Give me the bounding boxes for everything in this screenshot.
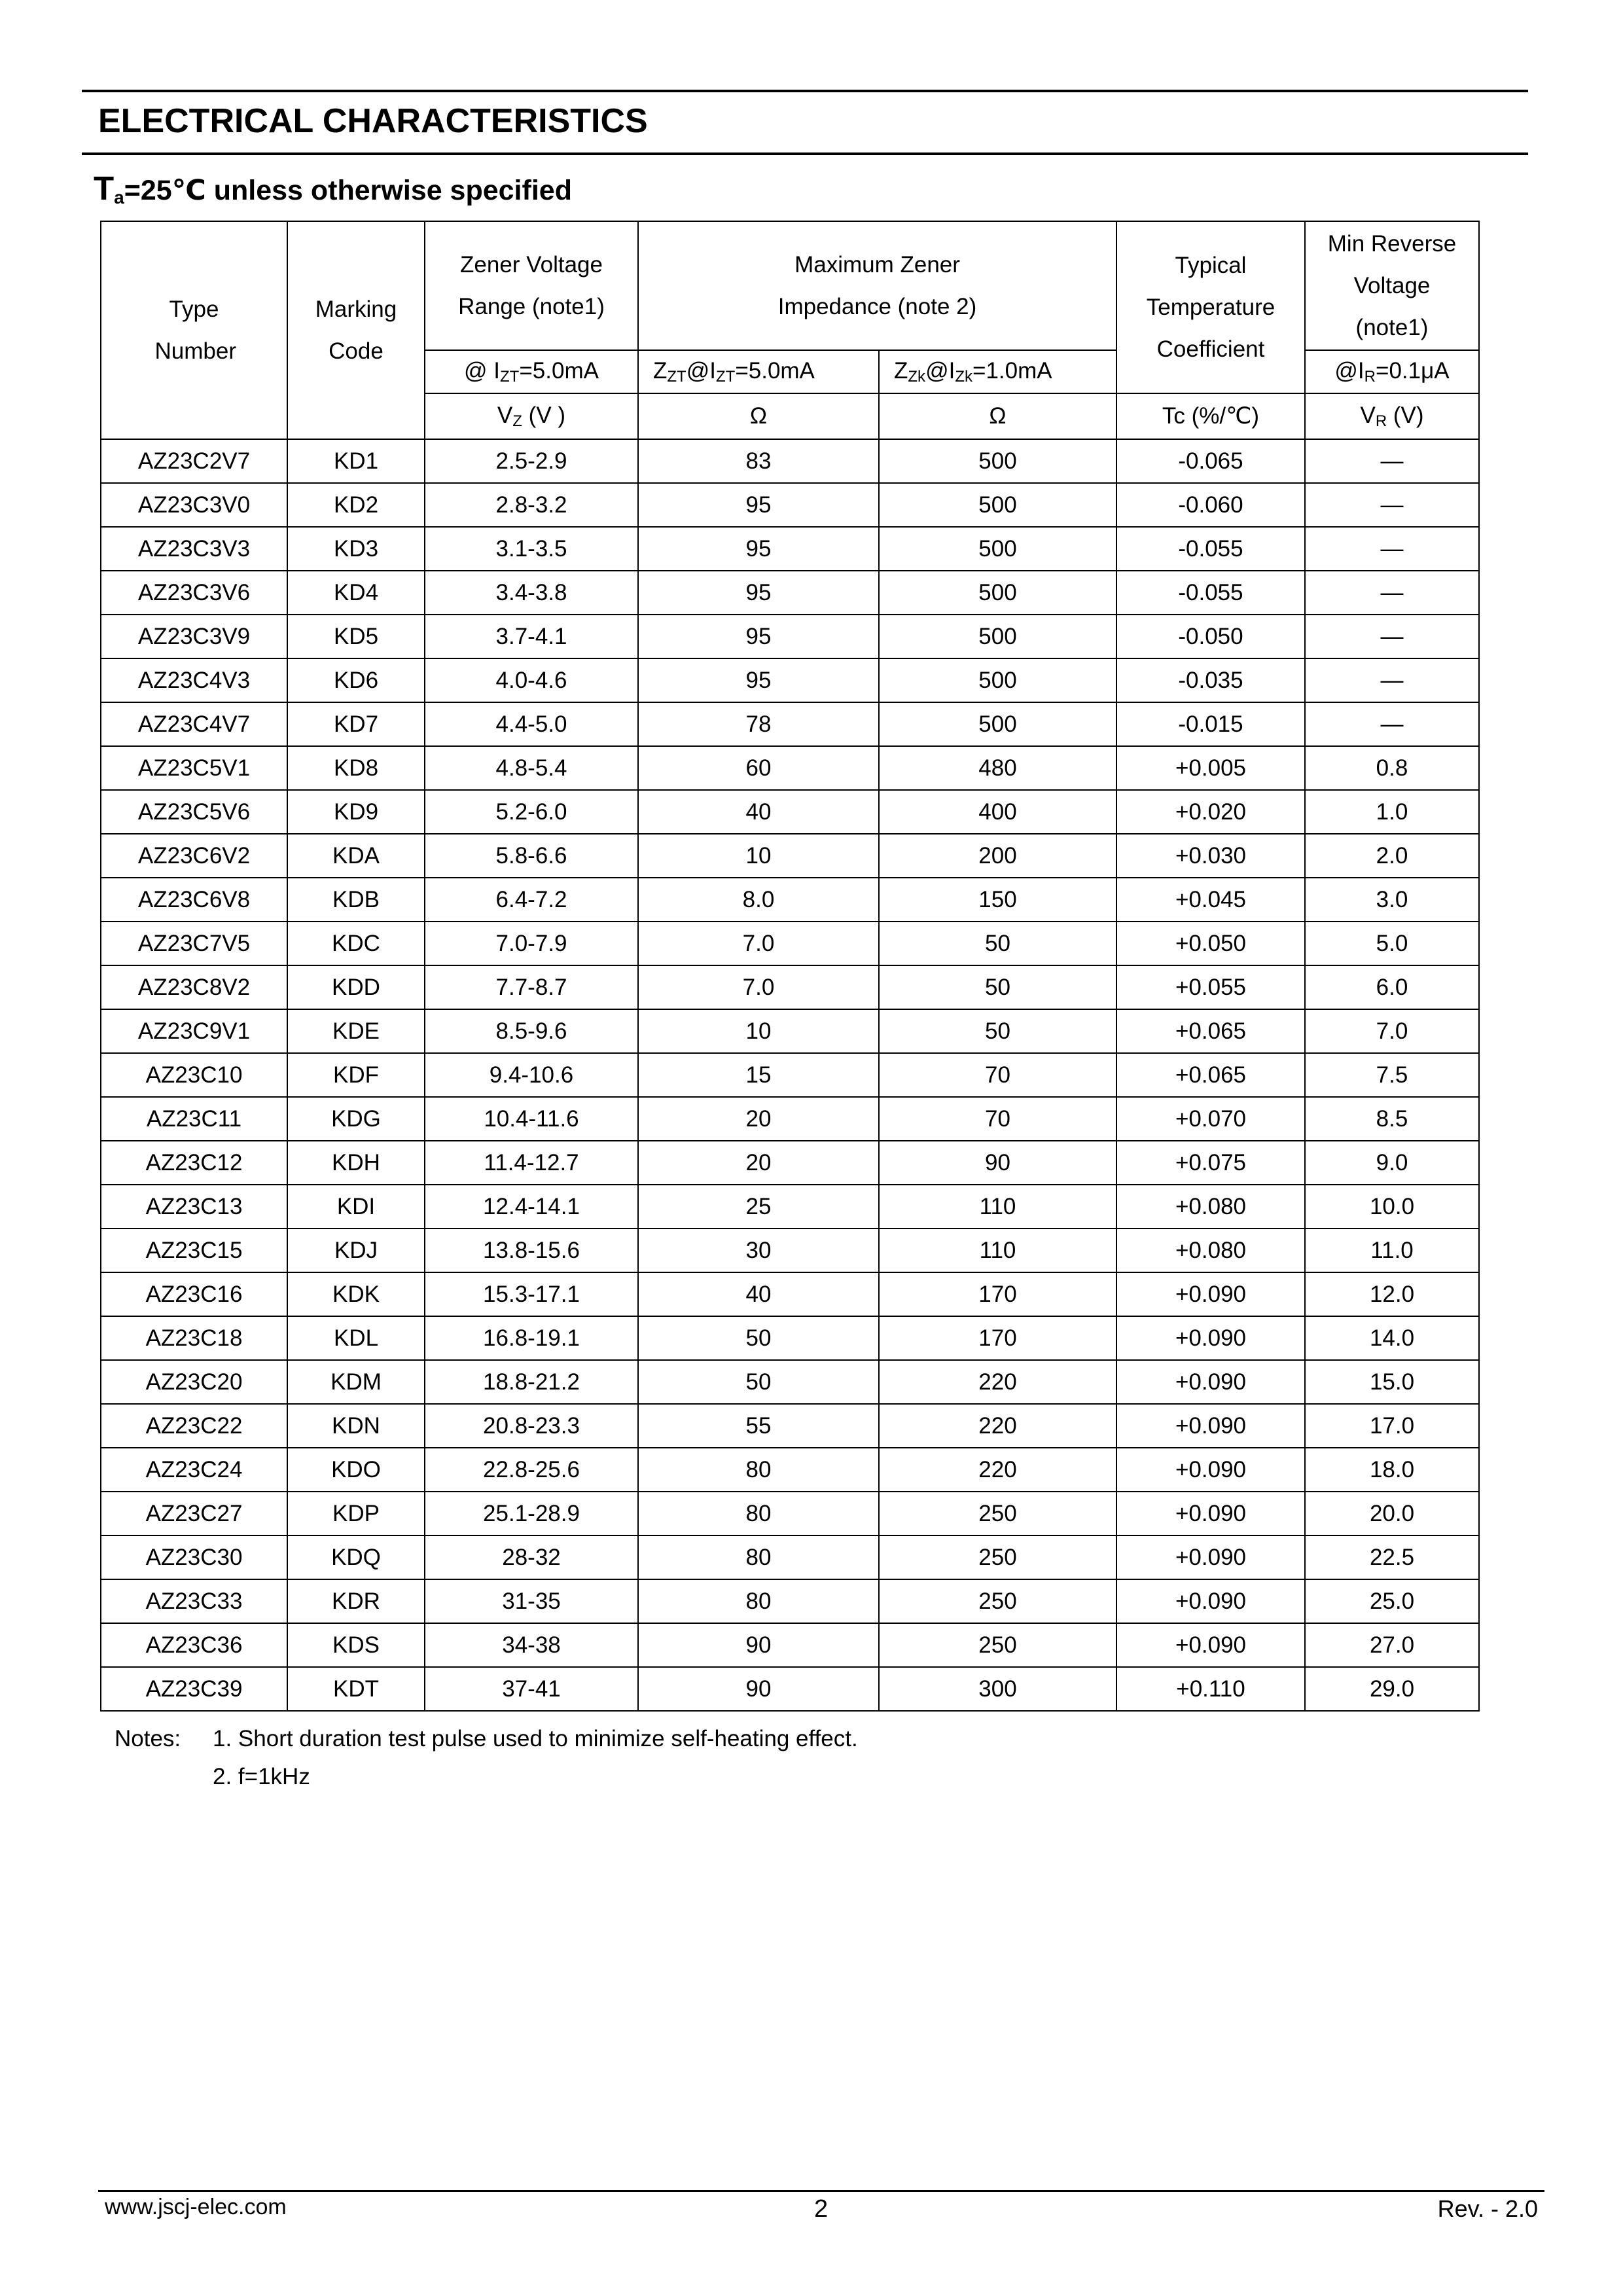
note-2: 2. f=1kHz — [213, 1764, 310, 1789]
table-cell: 11.0 — [1305, 1229, 1479, 1272]
table-cell: 0.8 — [1305, 746, 1479, 790]
table-cell: +0.090 — [1116, 1623, 1305, 1667]
table-cell: — — [1305, 483, 1479, 527]
table-cell: 95 — [638, 483, 879, 527]
table-cell: AZ23C3V3 — [101, 527, 287, 571]
header-temp-coefficient: Typical Temperature Coefficient — [1116, 221, 1305, 393]
table-cell: KDL — [287, 1316, 425, 1360]
page-number: 2 — [814, 2195, 829, 2223]
table-cell: 95 — [638, 615, 879, 658]
table-cell: 20 — [638, 1097, 879, 1141]
unit-zzt: Ω — [638, 393, 879, 439]
table-cell: 2.0 — [1305, 834, 1479, 878]
table-cell: 4.4-5.0 — [425, 702, 638, 746]
table-cell: +0.070 — [1116, 1097, 1305, 1141]
table-row — [101, 615, 1479, 658]
table-cell: AZ23C3V6 — [101, 571, 287, 615]
notes-label: Notes: — [115, 1726, 181, 1751]
table-cell: +0.020 — [1116, 790, 1305, 834]
condition-tail: unless otherwise specified — [205, 175, 572, 206]
table-cell: 220 — [879, 1404, 1116, 1448]
table-cell: KDH — [287, 1141, 425, 1185]
table-cell: AZ23C8V2 — [101, 965, 287, 1009]
table-cell: KDT — [287, 1667, 425, 1711]
table-cell: +0.080 — [1116, 1185, 1305, 1229]
table-cell: AZ23C2V7 — [101, 439, 287, 483]
table-cell: 10 — [638, 1009, 879, 1053]
table-cell: 7.5 — [1305, 1053, 1479, 1097]
table-cell: 40 — [638, 790, 879, 834]
table-row — [101, 1492, 1479, 1535]
table-cell: 5.8-6.6 — [425, 834, 638, 878]
table-cell: 10.4-11.6 — [425, 1097, 638, 1141]
table-cell: +0.075 — [1116, 1141, 1305, 1185]
table-cell: KDD — [287, 965, 425, 1009]
table-cell: AZ23C20 — [101, 1360, 287, 1404]
table-cell: AZ23C4V7 — [101, 702, 287, 746]
table-cell: -0.015 — [1116, 702, 1305, 746]
table-cell: KDS — [287, 1623, 425, 1667]
table-cell: 50 — [638, 1360, 879, 1404]
table-cell: +0.090 — [1116, 1316, 1305, 1360]
table-row — [101, 1097, 1479, 1141]
table-cell: +0.090 — [1116, 1535, 1305, 1579]
table-row — [101, 1360, 1479, 1404]
table-cell: 27.0 — [1305, 1623, 1479, 1667]
table-cell: +0.090 — [1116, 1360, 1305, 1404]
table-cell: AZ23C11 — [101, 1097, 287, 1141]
table-cell: AZ23C6V8 — [101, 878, 287, 922]
table-row — [101, 702, 1479, 746]
table-row — [101, 1623, 1479, 1667]
table-cell: KDA — [287, 834, 425, 878]
table-cell: 7.0 — [638, 965, 879, 1009]
table-cell: +0.065 — [1116, 1009, 1305, 1053]
table-cell: +0.090 — [1116, 1448, 1305, 1492]
table-cell: KDK — [287, 1272, 425, 1316]
table-cell: KDG — [287, 1097, 425, 1141]
table-cell: KD6 — [287, 658, 425, 702]
table-cell: 22.8-25.6 — [425, 1448, 638, 1492]
table-row — [101, 658, 1479, 702]
revision: Rev. - 2.0 — [1437, 2195, 1538, 2222]
table-cell: KDR — [287, 1579, 425, 1623]
condition-value: =25 — [124, 175, 172, 206]
table-cell: 20.0 — [1305, 1492, 1479, 1535]
table-cell: AZ23C15 — [101, 1229, 287, 1272]
table-cell: AZ23C9V1 — [101, 1009, 287, 1053]
table-cell: +0.090 — [1116, 1579, 1305, 1623]
table-cell: 16.8-19.1 — [425, 1316, 638, 1360]
table-cell: KDJ — [287, 1229, 425, 1272]
table-cell: 500 — [879, 439, 1116, 483]
table-cell: 110 — [879, 1185, 1116, 1229]
electrical-characteristics-table — [100, 221, 1480, 1712]
table-cell: 20.8-23.3 — [425, 1404, 638, 1448]
table-row — [101, 878, 1479, 922]
header-max-impedance: Maximum Zener Impedance (note 2) — [638, 221, 1116, 350]
table-cell: AZ23C36 — [101, 1623, 287, 1667]
table-cell: AZ23C7V5 — [101, 922, 287, 965]
table-cell: KDM — [287, 1360, 425, 1404]
table-cell: 8.5-9.6 — [425, 1009, 638, 1053]
table-cell: 18.0 — [1305, 1448, 1479, 1492]
table-cell: — — [1305, 702, 1479, 746]
table-cell: 250 — [879, 1535, 1116, 1579]
table-cell: KD9 — [287, 790, 425, 834]
table-cell: 500 — [879, 615, 1116, 658]
table-cell: KD1 — [287, 439, 425, 483]
table-cell: AZ23C3V0 — [101, 483, 287, 527]
table-cell: AZ23C30 — [101, 1535, 287, 1579]
table-cell: 12.4-14.1 — [425, 1185, 638, 1229]
table-cell: 60 — [638, 746, 879, 790]
table-cell: 12.0 — [1305, 1272, 1479, 1316]
table-cell: 6.0 — [1305, 965, 1479, 1009]
table-cell: AZ23C10 — [101, 1053, 287, 1097]
table-cell: 2.5-2.9 — [425, 439, 638, 483]
table-cell: 5.0 — [1305, 922, 1479, 965]
table-row — [101, 527, 1479, 571]
table-cell: 80 — [638, 1448, 879, 1492]
table-cell: AZ23C18 — [101, 1316, 287, 1360]
table-cell: 170 — [879, 1272, 1116, 1316]
table-row — [101, 1448, 1479, 1492]
table-cell: 34-38 — [425, 1623, 638, 1667]
table-cell: 8.0 — [638, 878, 879, 922]
table-cell: 50 — [879, 922, 1116, 965]
table-cell: 3.0 — [1305, 878, 1479, 922]
table-cell: +0.080 — [1116, 1229, 1305, 1272]
table-cell: 95 — [638, 658, 879, 702]
table-cell: 15.0 — [1305, 1360, 1479, 1404]
table-cell: 7.0 — [1305, 1009, 1479, 1053]
table-cell: 80 — [638, 1492, 879, 1535]
table-cell: 50 — [879, 1009, 1116, 1053]
table-cell: 50 — [638, 1316, 879, 1360]
table-cell: 4.8-5.4 — [425, 746, 638, 790]
table-cell: 25 — [638, 1185, 879, 1229]
table-row — [101, 922, 1479, 965]
notes — [115, 1720, 858, 1796]
table-cell: AZ23C5V6 — [101, 790, 287, 834]
table-cell: AZ23C22 — [101, 1404, 287, 1448]
table-cell: KDC — [287, 922, 425, 965]
table-cell: 8.5 — [1305, 1097, 1479, 1141]
table-cell: 110 — [879, 1229, 1116, 1272]
table-cell: 29.0 — [1305, 1667, 1479, 1711]
footer-url: www.jscj-elec.com — [105, 2195, 287, 2219]
table-cell: 150 — [879, 878, 1116, 922]
table-row — [101, 1229, 1479, 1272]
table-cell: — — [1305, 571, 1479, 615]
table-cell: +0.110 — [1116, 1667, 1305, 1711]
table-cell: 83 — [638, 439, 879, 483]
table-cell: KD2 — [287, 483, 425, 527]
table-cell: +0.090 — [1116, 1272, 1305, 1316]
table-cell: AZ23C33 — [101, 1579, 287, 1623]
table-row — [101, 834, 1479, 878]
table-cell: 70 — [879, 1097, 1116, 1141]
table-cell: 250 — [879, 1623, 1116, 1667]
table-cell: 78 — [638, 702, 879, 746]
table-cell: +0.045 — [1116, 878, 1305, 922]
table-cell: AZ23C16 — [101, 1272, 287, 1316]
top-rule — [82, 90, 1528, 92]
table-cell: KDB — [287, 878, 425, 922]
table-cell: 10.0 — [1305, 1185, 1479, 1229]
table-cell: AZ23C3V9 — [101, 615, 287, 658]
cond-zzk: $Z_{Zk}@I_{Zk}=1.0mA$ — [879, 350, 1116, 393]
table-cell: -0.055 — [1116, 527, 1305, 571]
table-cell: 200 — [879, 834, 1116, 878]
table-cell: 31-35 — [425, 1579, 638, 1623]
unit-vr: $V_R$ (V) — [1305, 393, 1479, 439]
table-cell: 7.0-7.9 — [425, 922, 638, 965]
table-row — [101, 1185, 1479, 1229]
table-cell: 37-41 — [425, 1667, 638, 1711]
table-cell: — — [1305, 439, 1479, 483]
table-cell: 3.1-3.5 — [425, 527, 638, 571]
table-cell: 50 — [879, 965, 1116, 1009]
table-row — [101, 1579, 1479, 1623]
table-row — [101, 790, 1479, 834]
table-cell: 250 — [879, 1492, 1116, 1535]
table-cell: KDF — [287, 1053, 425, 1097]
table-cell: 90 — [638, 1623, 879, 1667]
table-cell: 500 — [879, 702, 1116, 746]
table-cell: AZ23C5V1 — [101, 746, 287, 790]
table-cell: 2.8-3.2 — [425, 483, 638, 527]
table-cell: KDN — [287, 1404, 425, 1448]
table-cell: AZ23C27 — [101, 1492, 287, 1535]
table-cell: 20 — [638, 1141, 879, 1185]
table-row — [101, 483, 1479, 527]
table-row — [101, 965, 1479, 1009]
cond-vr: $@I_R=0.1\mu A$ — [1305, 350, 1479, 393]
footer-rule — [98, 2190, 1544, 2192]
table-cell: 300 — [879, 1667, 1116, 1711]
table-cell: 3.4-3.8 — [425, 571, 638, 615]
table-cell: KDQ — [287, 1535, 425, 1579]
header-zener-voltage: Zener Voltage Range (note1) — [425, 221, 638, 350]
header-marking-code: Marking Code — [287, 221, 425, 439]
table-cell: 4.0-4.6 — [425, 658, 638, 702]
table-cell: 170 — [879, 1316, 1116, 1360]
unit-zzk: Ω — [879, 393, 1116, 439]
test-condition — [94, 169, 572, 208]
table-cell: — — [1305, 658, 1479, 702]
table-cell: 95 — [638, 527, 879, 571]
table-cell: +0.090 — [1116, 1404, 1305, 1448]
table-cell: 25.0 — [1305, 1579, 1479, 1623]
table-cell: 9.4-10.6 — [425, 1053, 638, 1097]
table-cell: 95 — [638, 571, 879, 615]
condition-subscript: a — [114, 187, 124, 207]
table-cell: +0.005 — [1116, 746, 1305, 790]
table-cell: 9.0 — [1305, 1141, 1479, 1185]
table-cell: KDP — [287, 1492, 425, 1535]
table-cell: KD3 — [287, 527, 425, 571]
table-body — [101, 439, 1479, 1711]
table-cell: 500 — [879, 658, 1116, 702]
table-cell: 500 — [879, 527, 1116, 571]
unit-vz: $V_Z$ (V ) — [425, 393, 638, 439]
table-row — [101, 1667, 1479, 1711]
table-row — [101, 1316, 1479, 1360]
table-cell: AZ23C13 — [101, 1185, 287, 1229]
table-cell: 5.2-6.0 — [425, 790, 638, 834]
note-1: 1. Short duration test pulse used to minimize self-heating effect. — [213, 1726, 858, 1751]
table-cell: 250 — [879, 1579, 1116, 1623]
table-row — [101, 1272, 1479, 1316]
table-cell: 1.0 — [1305, 790, 1479, 834]
table-cell: KD7 — [287, 702, 425, 746]
table-cell: +0.065 — [1116, 1053, 1305, 1097]
table-cell: AZ23C12 — [101, 1141, 287, 1185]
table-cell: 15 — [638, 1053, 879, 1097]
table-row — [101, 746, 1479, 790]
heading-rule — [82, 152, 1528, 155]
table-cell: KD8 — [287, 746, 425, 790]
table-cell: 17.0 — [1305, 1404, 1479, 1448]
table-row — [101, 1009, 1479, 1053]
table-cell: KD5 — [287, 615, 425, 658]
table-cell: 80 — [638, 1535, 879, 1579]
section-heading: ELECTRICAL CHARACTERISTICS — [98, 102, 648, 140]
table-cell: -0.065 — [1116, 439, 1305, 483]
table-cell: 22.5 — [1305, 1535, 1479, 1579]
table-cell: +0.050 — [1116, 922, 1305, 965]
table-cell: 7.0 — [638, 922, 879, 965]
table-cell: AZ23C6V2 — [101, 834, 287, 878]
table-cell: KDI — [287, 1185, 425, 1229]
table-cell: -0.050 — [1116, 615, 1305, 658]
table-cell: KD4 — [287, 571, 425, 615]
table-cell: 90 — [879, 1141, 1116, 1185]
cond-zzt: $Z_{ZT}@I_{ZT}=5.0mA$ — [638, 350, 879, 393]
table-cell: 7.7-8.7 — [425, 965, 638, 1009]
table-cell: 3.7-4.1 — [425, 615, 638, 658]
table-cell: 220 — [879, 1448, 1116, 1492]
table-cell: 480 — [879, 746, 1116, 790]
table-row — [101, 1535, 1479, 1579]
table-row — [101, 1141, 1479, 1185]
table-cell: 25.1-28.9 — [425, 1492, 638, 1535]
condition-symbol: T — [94, 170, 115, 207]
table-cell: -0.055 — [1116, 571, 1305, 615]
unit-tc: Tc (%/℃) — [1116, 393, 1305, 439]
table-cell: 10 — [638, 834, 879, 878]
table-cell: KDE — [287, 1009, 425, 1053]
table-cell: 220 — [879, 1360, 1116, 1404]
table-row — [101, 571, 1479, 615]
table-cell: AZ23C4V3 — [101, 658, 287, 702]
table-cell: KDO — [287, 1448, 425, 1492]
table-cell: 500 — [879, 483, 1116, 527]
table-cell: — — [1305, 615, 1479, 658]
table-cell: 400 — [879, 790, 1116, 834]
table-cell: 30 — [638, 1229, 879, 1272]
table-cell: 40 — [638, 1272, 879, 1316]
cond-vz: @ $I_{ZT}=5.0mA$ — [425, 350, 638, 393]
table-row — [101, 1053, 1479, 1097]
table-cell: 6.4-7.2 — [425, 878, 638, 922]
table-cell: 55 — [638, 1404, 879, 1448]
table-cell: 28-32 — [425, 1535, 638, 1579]
table-cell: 80 — [638, 1579, 879, 1623]
table-row — [101, 439, 1479, 483]
table-cell: 18.8-21.2 — [425, 1360, 638, 1404]
header-min-reverse-voltage: Min Reverse Voltage (note1) — [1305, 221, 1479, 350]
table-cell: 70 — [879, 1053, 1116, 1097]
table-cell: +0.030 — [1116, 834, 1305, 878]
table-cell: 13.8-15.6 — [425, 1229, 638, 1272]
table-cell: 11.4-12.7 — [425, 1141, 638, 1185]
table-cell: — — [1305, 527, 1479, 571]
table-cell: -0.035 — [1116, 658, 1305, 702]
header-type-number: Type Number — [101, 221, 287, 439]
condition-unit: ℃ — [171, 175, 206, 206]
table-cell: 14.0 — [1305, 1316, 1479, 1360]
table-row — [101, 1404, 1479, 1448]
table-cell: 90 — [638, 1667, 879, 1711]
table-cell: AZ23C24 — [101, 1448, 287, 1492]
table-cell: -0.060 — [1116, 483, 1305, 527]
table-cell: 500 — [879, 571, 1116, 615]
table-cell: +0.055 — [1116, 965, 1305, 1009]
table-cell: AZ23C39 — [101, 1667, 287, 1711]
table-cell: +0.090 — [1116, 1492, 1305, 1535]
table-cell: 15.3-17.1 — [425, 1272, 638, 1316]
